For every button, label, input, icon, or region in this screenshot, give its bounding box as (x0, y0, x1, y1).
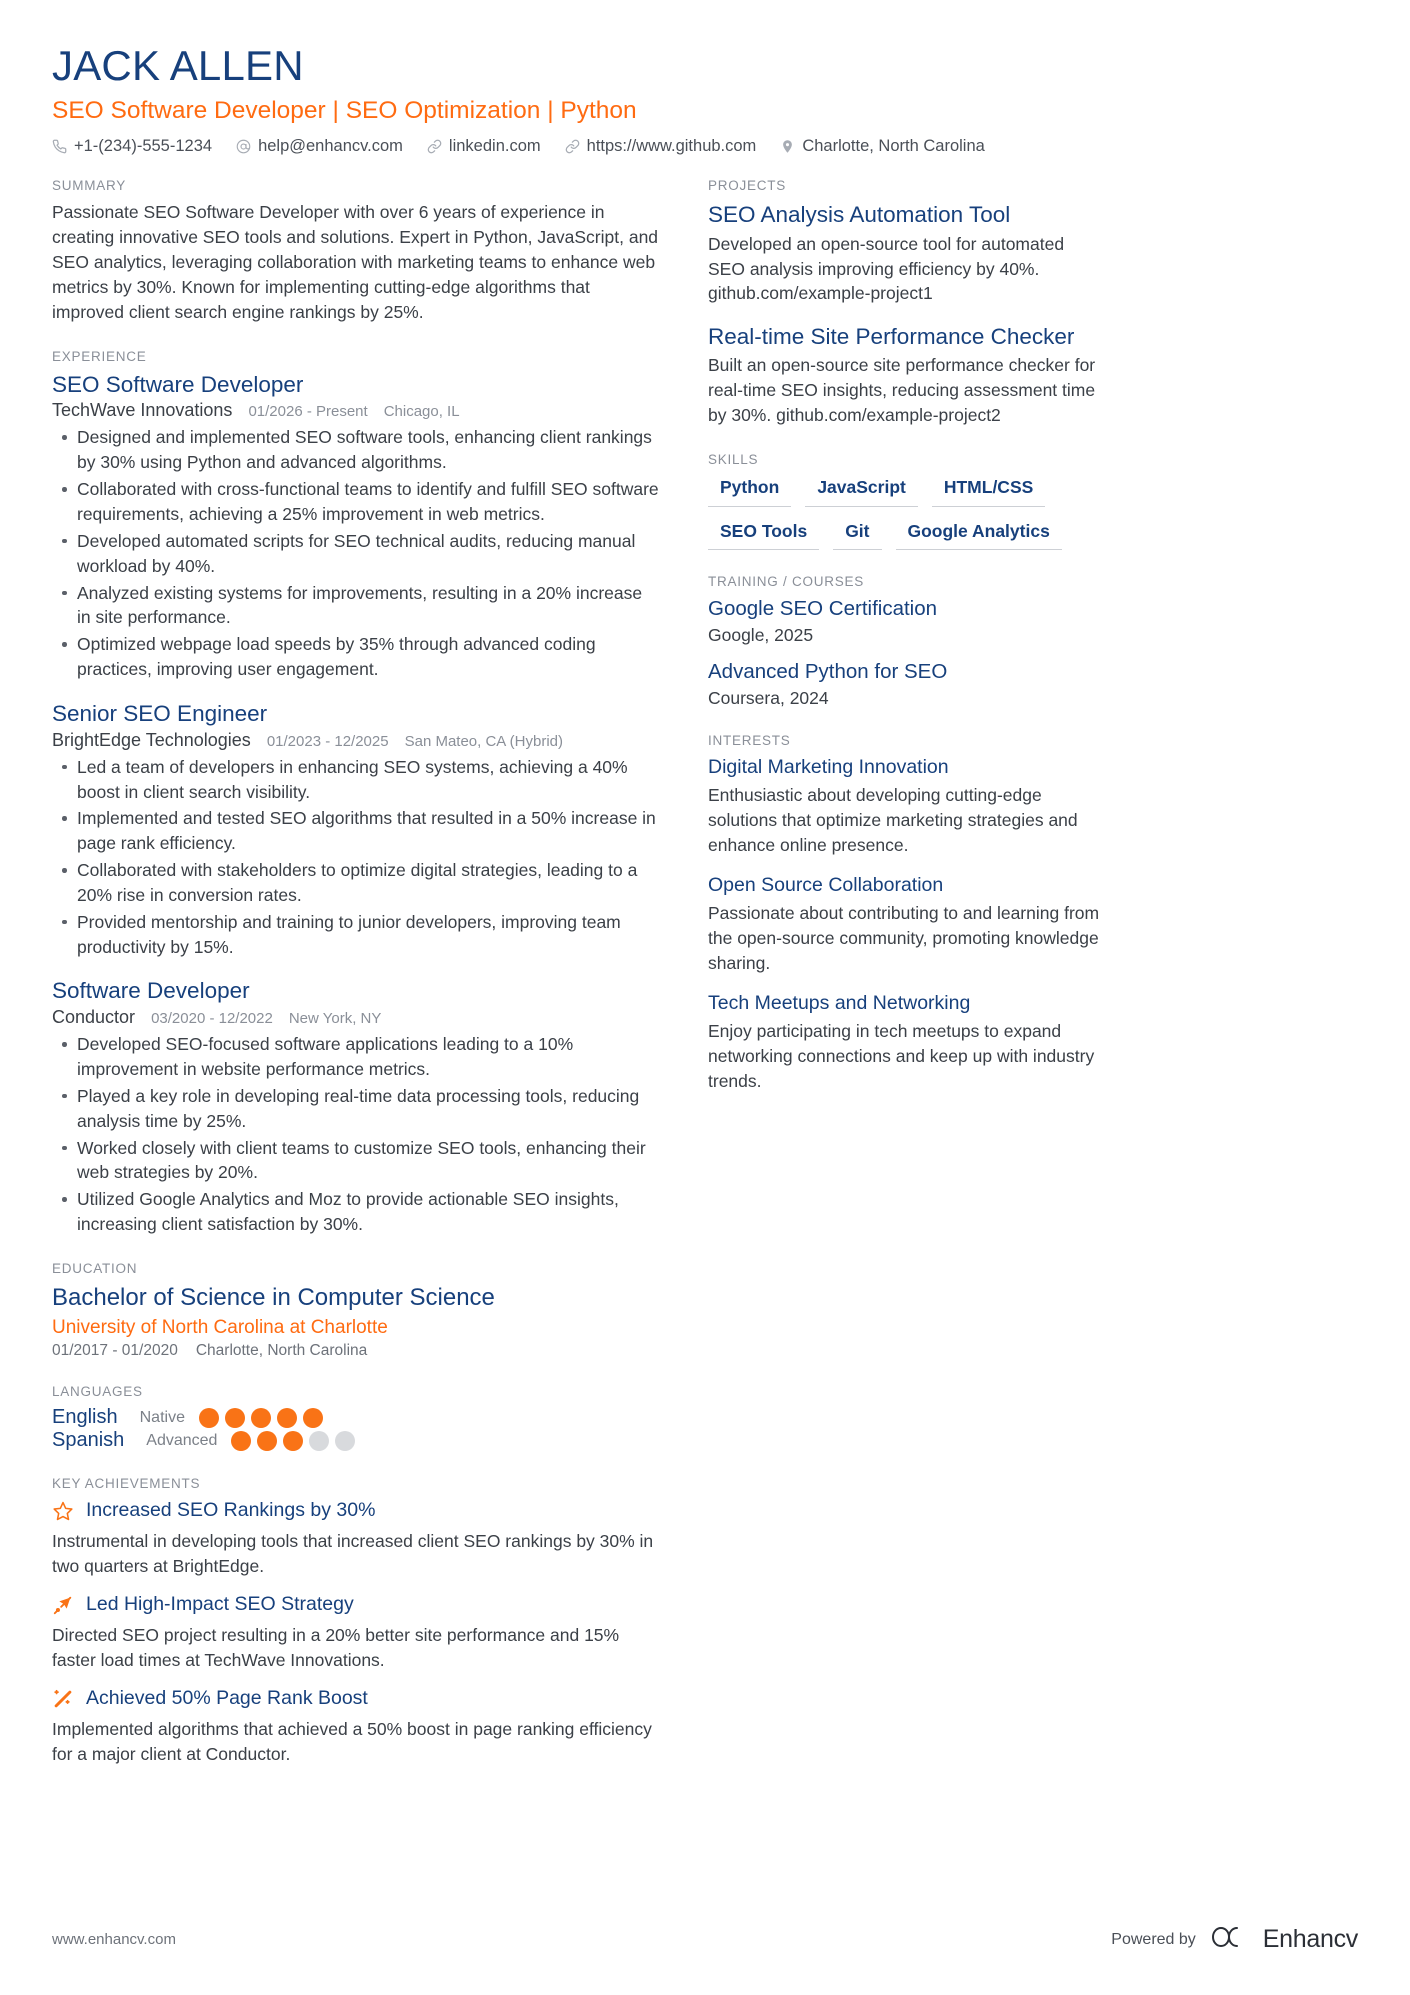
project-description: Built an open-source site performance checker for real-time SEO insights, reducing assessment time by 30%. github.com/example-project2 (708, 355, 1096, 426)
job-company: TechWave Innovations (52, 400, 233, 421)
job-dates: 01/2026 - Present (248, 403, 368, 421)
language-rating-dot (225, 1408, 245, 1428)
contact-phone-text: +1-(234)-555-1234 (74, 137, 213, 156)
powered-by-label: Powered by (1111, 1930, 1196, 1948)
language-level: Advanced (146, 1431, 218, 1449)
project-title: SEO Analysis Automation Tool (708, 202, 1011, 228)
achievement-head (52, 1498, 660, 1523)
section-label-projects: PROJECTS (708, 178, 787, 194)
job-location: New York, NY (288, 1010, 382, 1028)
project-entry (708, 200, 1103, 306)
page-footer (52, 1924, 1358, 1955)
left-column (52, 178, 660, 1790)
training-entry (708, 596, 1103, 646)
section-languages (52, 1384, 660, 1452)
experience-entry (52, 700, 660, 960)
interest-entry (708, 873, 1103, 976)
section-label-experience: EXPERIENCE (52, 348, 147, 364)
achievement-title: Achieved 50% Page Rank Boost (86, 1687, 368, 1710)
star-icon (52, 1500, 74, 1522)
achievement-title: Increased SEO Rankings by 30% (86, 1499, 376, 1522)
training-subtitle: Coursera, 2024 (708, 687, 829, 708)
language-rating-dot (231, 1431, 251, 1451)
project-title: Real-time Site Performance Checker (708, 324, 1075, 350)
contact-github-text: https://www.github.com (586, 137, 757, 156)
projects-list (708, 200, 1103, 428)
job-company: BrightEdge Technologies (52, 729, 251, 750)
page-title: JACK ALLEN (52, 42, 304, 89)
language-name: English (52, 1406, 118, 1429)
section-label-languages: LANGUAGES (52, 1384, 143, 1400)
training-title: Google SEO Certification (708, 597, 938, 621)
skill-tag[interactable]: Google Analytics (896, 518, 1062, 551)
job-bullet-list (52, 1032, 660, 1237)
resume-columns (52, 178, 1358, 1790)
rocket-icon (52, 1594, 74, 1616)
magic-wand-icon (52, 1688, 74, 1710)
interest-description: Passionate about contributing to and learning from the open-source community, promoting knowledge sharing. (708, 902, 1100, 973)
education-list (52, 1283, 660, 1360)
section-key-achievements (52, 1476, 660, 1766)
enhancv-logo (1210, 1924, 1358, 1955)
interest-title: Tech Meetups and Networking (708, 991, 971, 1014)
job-location: Chicago, IL (383, 403, 460, 421)
job-location: San Mateo, CA (Hybrid) (404, 732, 563, 750)
language-entry (52, 1429, 355, 1452)
job-bullet: Developed SEO-focused software applications leading to a 10% improvement in website performance metrics. (52, 1032, 660, 1082)
contact-row (52, 137, 1358, 156)
section-label-education: EDUCATION (52, 1260, 138, 1276)
section-interests (708, 733, 1103, 1094)
achievement-description: Instrumental in developing tools that increased client SEO rankings by 30% in two quarters at BrightEdge. (52, 1530, 654, 1576)
phone-icon (52, 139, 67, 154)
section-training (708, 574, 1103, 708)
section-label-training: TRAINING / COURSES (708, 574, 865, 590)
job-dates: 03/2020 - 12/2022 (151, 1010, 273, 1028)
language-rating-dot (199, 1408, 219, 1428)
contact-linkedin[interactable] (427, 137, 541, 156)
resume-header (52, 42, 1358, 156)
section-label-summary: SUMMARY (52, 178, 127, 194)
job-title: SEO Software Developer (52, 371, 304, 397)
enhancv-wordmark: Enhancv (1262, 1925, 1358, 1953)
training-entry (708, 659, 1103, 709)
language-rating-dots (231, 1431, 355, 1451)
language-level: Native (139, 1408, 185, 1426)
education-school: University of North Carolina at Charlotte (52, 1316, 388, 1338)
skill-tag[interactable]: Python (708, 474, 791, 507)
interests-list (708, 755, 1103, 1094)
experience-entry (52, 977, 660, 1237)
language-rating-dot (251, 1408, 271, 1428)
education-entry (52, 1283, 660, 1360)
job-bullet: Collaborated with cross-functional teams to identify and fulfill SEO software requirements, achieving a 25% improvement in web metrics. (52, 477, 660, 527)
training-title: Advanced Python for SEO (708, 660, 948, 684)
achievement-description: Directed SEO project resulting in a 20% better site performance and 15% faster load times at TechWave Innovations. (52, 1624, 620, 1670)
job-bullet: Developed automated scripts for SEO technical audits, reducing manual workload by 40%. (52, 529, 660, 579)
job-bullet: Utilized Google Analytics and Moz to provide actionable SEO insights, increasing client satisfaction by 30%. (52, 1187, 660, 1237)
job-bullet: Collaborated with stakeholders to optimize digital strategies, leading to a 20% rise in conversion rates. (52, 858, 660, 908)
job-title: Senior SEO Engineer (52, 700, 268, 726)
contact-linkedin-text: linkedin.com (448, 137, 541, 156)
section-label-interests: INTERESTS (708, 732, 791, 748)
skill-tag[interactable]: HTML/CSS (932, 474, 1045, 507)
language-name: Spanish (52, 1429, 125, 1452)
language-rating-dots (199, 1408, 323, 1428)
job-bullet: Analyzed existing systems for improvements, resulting in a 20% increase in site performance. (52, 581, 660, 631)
skill-tag[interactable]: SEO Tools (708, 518, 819, 551)
training-subtitle: Google, 2025 (708, 625, 814, 646)
skill-tag[interactable]: JavaScript (805, 474, 918, 507)
contact-phone[interactable] (52, 137, 212, 156)
job-bullet: Played a key role in developing real-time data processing tools, reducing analysis time by 25%. (52, 1084, 660, 1134)
achievement-head (52, 1592, 660, 1617)
education-degree: Bachelor of Science in Computer Science (52, 1283, 495, 1311)
training-list (708, 596, 1103, 708)
job-bullet: Led a team of developers in enhancing SEO systems, achieving a 40% boost in client search visibility. (52, 755, 660, 805)
interest-title: Open Source Collaboration (708, 873, 944, 896)
footer-url[interactable]: www.enhancv.com (52, 1931, 176, 1948)
job-bullet-list (52, 425, 660, 681)
achievement-title: Led High-Impact SEO Strategy (86, 1593, 354, 1616)
project-entry (708, 322, 1103, 428)
language-rating-dot (309, 1431, 329, 1451)
email-icon (236, 139, 251, 154)
education-location: Charlotte, North Carolina (195, 1342, 368, 1360)
job-dates: 01/2023 - 12/2025 (266, 732, 389, 750)
language-rating-dot (283, 1431, 303, 1451)
experience-list (52, 371, 660, 1237)
location-pin-icon (780, 139, 795, 154)
interest-description: Enjoy participating in tech meetups to expand networking connections and keep up with industry trends. (708, 1020, 1095, 1091)
contact-email-text: help@enhancv.com (258, 137, 403, 156)
section-projects (708, 178, 1103, 428)
achievement-entry (52, 1686, 660, 1766)
language-rating-dot (277, 1408, 297, 1428)
enhancv-mark-icon (1210, 1924, 1254, 1955)
link-icon (565, 139, 580, 154)
job-bullet: Designed and implemented SEO software tools, enhancing client rankings by 30% using Python and advanced algorithms. (52, 425, 660, 475)
job-bullet: Optimized webpage load speeds by 35% through advanced coding practices, improving user engagement. (52, 632, 660, 682)
experience-entry (52, 371, 660, 682)
achievement-entry (52, 1592, 660, 1672)
section-summary (52, 178, 660, 324)
language-rating-dot (257, 1431, 277, 1451)
education-meta (52, 1342, 660, 1360)
job-meta (52, 730, 660, 751)
job-bullet: Provided mentorship and training to junior developers, improving team productivity by 15%. (52, 910, 660, 960)
job-company: Conductor (52, 1007, 136, 1028)
contact-email[interactable] (236, 137, 403, 156)
education-dates: 01/2017 - 01/2020 (52, 1342, 178, 1360)
job-meta (52, 400, 660, 421)
contact-github[interactable] (565, 137, 757, 156)
right-column (708, 178, 1103, 1117)
section-label-key-achievements: KEY ACHIEVEMENTS (52, 1476, 201, 1492)
section-label-skills: SKILLS (708, 451, 759, 467)
job-meta (52, 1007, 660, 1028)
achievement-head (52, 1686, 660, 1711)
link-icon (427, 139, 442, 154)
section-skills (708, 452, 1103, 551)
achievement-entry (52, 1498, 660, 1578)
interest-title: Digital Marketing Innovation (708, 755, 949, 778)
professional-headline: SEO Software Developer | SEO Optimization | Python (52, 97, 637, 125)
achievements-list (52, 1498, 660, 1766)
contact-location (780, 137, 985, 156)
language-rating-dot (303, 1408, 323, 1428)
language-rating-dot (335, 1431, 355, 1451)
languages-list (52, 1406, 660, 1452)
interest-entry (708, 755, 1103, 858)
interest-description: Enthusiastic about developing cutting-edge solutions that optimize marketing strategies and enhance online presence. (708, 785, 1078, 855)
summary-text: Passionate SEO Software Developer with over 6 years of experience in creating innovative SEO tools and solutions. Expert in Python, JavaScript, and SEO analytics, leveraging collaboration with marketing teams to enhance web metrics by 30%. Known for implementing cutting-edge algorithms that improved client search engine rankings by 25%. (52, 202, 659, 322)
language-entry (52, 1406, 323, 1429)
project-description: Developed an open-source tool for automated SEO analysis improving efficiency by 40%. github.com/example-project1 (708, 233, 1065, 304)
skill-tag[interactable]: Git (833, 518, 881, 551)
job-bullet-list (52, 755, 660, 960)
achievement-description: Implemented algorithms that achieved a 50% boost in page ranking efficiency for a major client at Conductor. (52, 1718, 652, 1764)
interest-entry (708, 991, 1103, 1094)
job-title: Software Developer (52, 978, 250, 1004)
contact-location-text: Charlotte, North Carolina (802, 137, 985, 156)
section-education (52, 1261, 660, 1360)
job-bullet: Implemented and tested SEO algorithms that resulted in a 50% increase in page rank efficiency. (52, 806, 660, 856)
section-experience (52, 349, 660, 1237)
footer-brand-area (1111, 1924, 1358, 1955)
job-bullet: Worked closely with client teams to customize SEO tools, enhancing their web strategies by 20%. (52, 1136, 660, 1186)
skills-list (708, 474, 1103, 551)
